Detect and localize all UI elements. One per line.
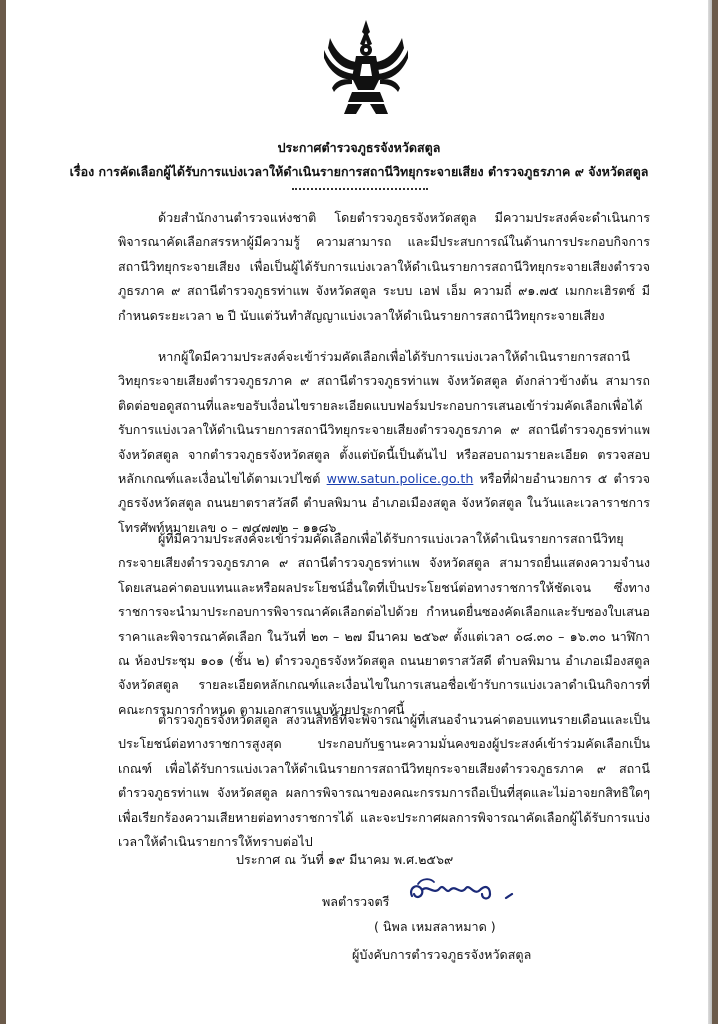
garuda-emblem [322, 18, 410, 116]
announcement-subject: เรื่อง การคัดเลือกผู้ได้รับการแบ่งเวลาให้ดำเนินรายการสถานีวิทยุกระจายเสียง ตำรวจภูธรภาค ๙ จังหวัดสตูล [69, 164, 649, 179]
signatory-rank: พลตำรวจตรี [322, 894, 390, 909]
paragraph-2-text-a: หากผู้ใดมีความประสงค์จะเข้าร่วมคัดเลือกเพื่อได้รับการแบ่งเวลาให้ดำเนินรายการสถานีวิทยุกระจายเสียงตำรวจภูธรภาค ๙ สถานีตำรวจภูธรท่าแพ จังหวัดสตูล ดังกล่าวข้างต้น สามารถติดต่อขอดูสถานที่และขอรับเงื่อนไขรายละเอียดแบบฟอร์มประกอบการเสนอเข้าร่วมคัดเลือกเพื่อได้รับการแบ่งเวลาให้ดำเนินรายการสถานีวิทยุกระจายเสียงตำรวจภูธรภาค ๙ สถานีตำรวจภูธรท่าแพ จังหวัดสตูล จากตำรวจภูธรจังหวัดสตูล ตั้งแต่บัดนี้เป็นต้นไป หรือสอบถามรายละเอียด ตรวจสอบหลักเกณฑ์และเงื่อนไขได้ตามเวปไซต์ [118, 349, 650, 487]
announcement-title: ประกาศตำรวจภูธรจังหวัดสตูล [277, 140, 441, 155]
signatory-position: ผู้บังคับการตำรวจภูธรจังหวัดสตูล [352, 947, 532, 962]
paragraph-4: ตำรวจภูธรจังหวัดสตูล สงวนสิทธิ์ที่จะพิจารณาผู้ที่เสนอจำนวนค่าตอบแทนรายเดือนและเป็นประโยชน์ต่อทางราชการสูงสุด ประกอบกับฐานะความมั่นคงของผู้ประสงค์เข้าร่วมคัดเลือกเป็นเกณฑ์ เพื่อได้รับการแบ่งเวลาให้ดำเนินรายการสถานีวิทยุกระจายเสียงตำรวจภูธรภาค ๙ สถานีตำรวจภูธรท่าแพ จังหวัดสตูล ผลการพิจารณาของคณะกรรมการถือเป็นที่สุดและไม่อาจยกสิทธิใดๆ เพื่อเรียกร้องความเสียหายต่อทางราชการได้ และจะประกาศผลการพิจารณาคัดเลือกผู้ได้รับการแบ่งเวลาให้ดำเนินรายการให้ทราบต่อไป [118, 712, 650, 850]
title-divider [292, 188, 428, 190]
paragraph-2-text-b: หรือที่ฝ่ายอำนวยการ ๕ ตำรวจภูธรจังหวัดสตูล ถนนยาตราสวัสดี ตำบลพิมาน อำเภอเมืองสตูล จังหวัดสตูล ในวันและเวลาราชการ โทรศัพท์หมายเลข ๐ – ๗๔๗๗๒ – ๑๑๘๖ [118, 471, 650, 535]
handwritten-signature [404, 874, 544, 910]
paragraph-2 [118, 345, 650, 540]
paragraph-1: ด้วยสำนักงานตำรวจแห่งชาติ โดยตำรวจภูธรจังหวัดสตูล มีความประสงค์จะดำเนินการพิจารณาคัดเลือกสรรหาผู้มีความรู้ ความสามารถ และมีประสบการณ์ในด้านการประกอบกิจการสถานีวิทยุกระจายเสียง เพื่อเป็นผู้ได้รับการแบ่งเวลาให้ดำเนินรายการสถานีวิทยุกระจายเสียงตำรวจภูธรภาค ๙ สถานีตำรวจภูธรท่าแพ จังหวัดสตูล ระบบ เอฟ เอ็ม ความถี่ ๙๑.๗๕ เมกกะเฮิรตซ์ มีกำหนดระยะเวลา ๒ ปี นับแต่วันทำสัญญาแบ่งเวลาให้ดำเนินรายการสถานีวิทยุกระจายเสียง [118, 210, 650, 323]
signatory-name: ( นิพล เหมสลาหมาด ) [374, 919, 496, 934]
announcement-date: ประกาศ ณ วันที่ ๑๙ มีนาคม พ.ศ.๒๕๖๙ [236, 852, 454, 867]
website-link[interactable]: www.satun.police.go.th [326, 471, 474, 487]
paragraph-3: ผู้ที่มีความประสงค์จะเข้าร่วมคัดเลือกเพื่อได้รับการแบ่งเวลาให้ดำเนินรายการสถานีวิทยุกระจายเสียงตำรวจภูธรภาค ๙ สถานีตำรวจภูธรท่าแพ จังหวัดสตูล สามารถยื่นแสดงความจำนงโดยเสนอค่าตอบแทนและหรือผลประโยชน์อื่นใดที่เป็นประโยชน์ต่อทางราชการให้ชัดเจน ซึ่งทางราชการจะนำมาประกอบการพิจารณาคัดเลือกต่อไปด้วย กำหนดยื่นซองคัดเลือกและรับซองใบเสนอราคาและพิจารณาคัดเลือก ในวันที่ ๒๓ – ๒๗ มีนาคม ๒๕๖๙ ตั้งแต่เวลา ๐๘.๓๐ – ๑๖.๓๐ นาฬิกา ณ ห้องประชุม ๑๐๑ (ชั้น ๒) ตำรวจภูธรจังหวัดสตูล ถนนยาตราสวัสดี ตำบลพิมาน อำเภอเมืองสตูล จังหวัดสตูล รายละเอียดหลักเกณฑ์และเงื่อนไขในการเสนอชื่อเข้ารับการแบ่งเวลาดำเนินกิจการที่คณะกรรมการกำหนด ตามเอกสารแนบท้ายประกาศนี้ [118, 531, 650, 717]
